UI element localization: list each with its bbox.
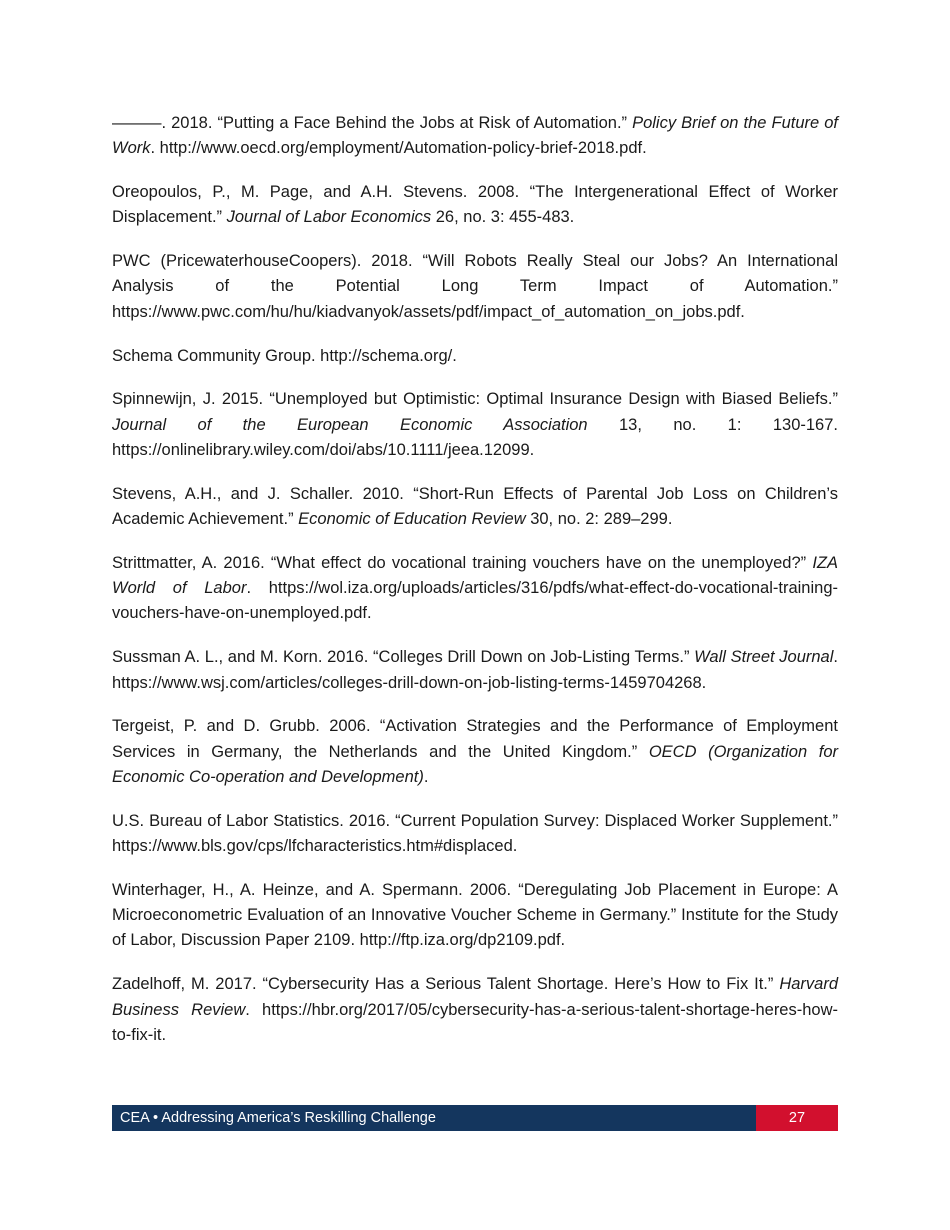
reference-text-tail: 13, no. 1: 130-167. https://onlinelibrary.wiley.com/doi/abs/10.1111/jeea.12099. — [112, 415, 838, 459]
page-footer — [112, 1105, 838, 1131]
page-number: 27 — [756, 1105, 838, 1131]
reference-source-title: Economic of Education Review — [298, 510, 526, 529]
reference-list — [112, 111, 838, 1067]
reference-source-title: OECD (Organization for Economic Co-operation and Development) — [112, 742, 838, 786]
reference-text: Tergeist, P. and D. Grubb. 2006. “Activation Strategies and the Performance of Employment Services in Germany, the Netherlands and the United Kingdom.” — [112, 717, 838, 761]
reference-entry — [112, 714, 838, 790]
reference-text: U.S. Bureau of Labor Statistics. 2016. “Current Population Survey: Displaced Worker Supplement.” https://www.bls.gov/cps/lfcharacteristics.htm#displaced. — [112, 811, 838, 856]
reference-text: Stevens, A.H., and J. Schaller. 2010. “Short-Run Effects of Parental Job Loss on Children’s Academic Achievement.” — [112, 484, 838, 529]
reference-text-tail: . — [423, 767, 429, 786]
reference-text: Schema Community Group. http://schema.org/. — [112, 346, 457, 365]
reference-text: Zadelhoff, M. 2017. “Cybersecurity Has a Serious Talent Shortage. Here’s How to Fix It.” — [112, 975, 780, 994]
reference-source-title: Harvard Business Review — [112, 975, 838, 1019]
reference-entry — [112, 645, 838, 696]
reference-text-tail: . https://hbr.org/2017/05/cybersecurity-has-a-serious-talent-shortage-heres-how-to-fix-it. — [112, 1000, 838, 1044]
reference-entry — [112, 111, 838, 162]
reference-source-title: Policy Brief on the Future of Work — [112, 114, 838, 158]
reference-source-title: IZA World of Labor — [112, 553, 838, 598]
reference-entry — [112, 551, 838, 627]
reference-entry — [112, 878, 838, 954]
reference-text: Strittmatter, A. 2016. “What effect do vocational training vouchers have on the unemployed?” — [112, 553, 813, 572]
reference-entry — [112, 972, 838, 1048]
reference-source-title: Journal of the European Economic Association — [112, 415, 588, 434]
reference-entry — [112, 180, 838, 231]
reference-text-tail: 30, no. 2: 289–299. — [525, 510, 673, 529]
reference-text: Winterhager, H., A. Heinze, and A. Spermann. 2006. “Deregulating Job Placement in Europe: A Microeconometric Evaluation of an Innovative Voucher Scheme in Germany.” Institute for the Study of Labor, Discussion Paper 2109. http://ftp.iza.org/dp2109.pdf. — [112, 880, 838, 950]
reference-entry — [112, 809, 838, 860]
footer-title: CEA • Addressing America’s Reskilling Challenge — [112, 1105, 756, 1131]
reference-text: ———. 2018. “Putting a Face Behind the Jobs at Risk of Automation.” — [112, 114, 633, 132]
reference-source-title: Journal of Labor Economics — [226, 208, 432, 227]
reference-text: Spinnewijn, J. 2015. “Unemployed but Optimistic: Optimal Insurance Design with Biased Beliefs.” — [112, 390, 838, 409]
reference-text-tail: . https://wol.iza.org/uploads/articles/316/pdfs/what-effect-do-vocational-training-vouchers-have-on-unemployed.pdf. — [112, 579, 838, 623]
reference-source-title: Wall Street Journal — [694, 648, 834, 667]
reference-entry — [112, 344, 838, 369]
reference-text: Oreopoulos, P., M. Page, and A.H. Stevens. 2008. “The Intergenerational Effect of Worker Displacement.” — [112, 183, 838, 227]
reference-text: PWC (PricewaterhouseCoopers). 2018. “Will Robots Really Steal our Jobs? An International Analysis of the Potential Long Term Impact of Automation.” https://www.pwc.com/hu/hu/kiadvanyok/assets/pdf/impact_of_automation_on_jobs.pdf. — [112, 252, 838, 321]
reference-text-tail: 26, no. 3: 455-483. — [431, 208, 575, 227]
reference-text: Sussman A. L., and M. Korn. 2016. “Colleges Drill Down on Job-Listing Terms.” — [112, 648, 695, 667]
reference-entry — [112, 482, 838, 533]
reference-text-tail: . https://www.wsj.com/articles/colleges-drill-down-on-job-listing-terms-1459704268. — [112, 648, 838, 692]
reference-entry — [112, 387, 838, 463]
reference-text-tail: . http://www.oecd.org/employment/Automation-policy-brief-2018.pdf. — [150, 139, 647, 158]
reference-entry — [112, 249, 838, 325]
